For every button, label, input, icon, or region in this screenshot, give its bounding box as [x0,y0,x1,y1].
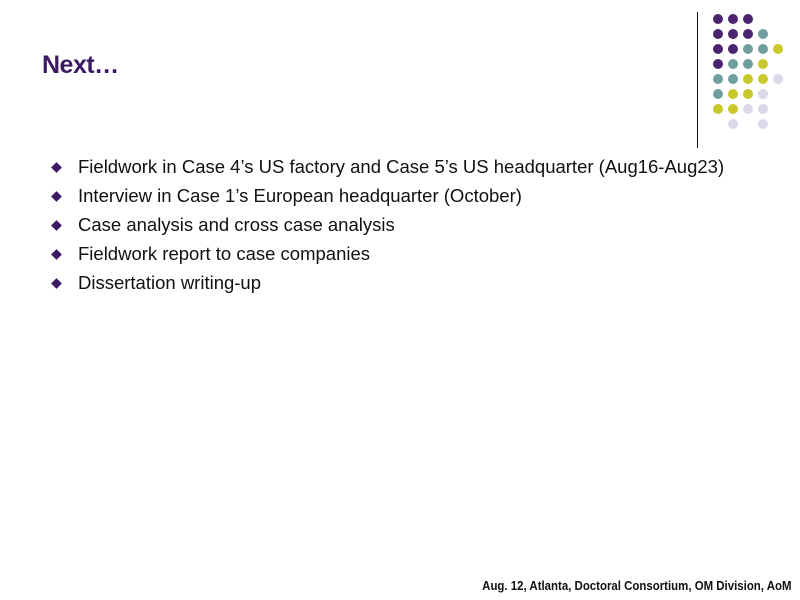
bullet-text: Dissertation writing-up [78,272,262,293]
slide-footer: Aug. 12, Atlanta, Doctoral Consortium, OM Division, AoM [482,578,792,593]
decorative-dot [758,74,768,84]
diamond-bullet-icon [51,191,62,202]
decorative-dot [713,89,723,99]
diamond-bullet-icon [51,220,62,231]
decorative-dot [773,74,783,84]
decorative-dot [758,104,768,114]
decorative-dot [728,74,738,84]
decorative-dot [743,104,753,114]
decorative-dot [743,29,753,39]
decorative-vertical-line [697,12,698,148]
decorative-dot [713,59,723,69]
decorative-dot [758,44,768,54]
decorative-dot [728,59,738,69]
diamond-bullet-icon [51,162,62,173]
decorative-dot [773,44,783,54]
decorative-dot [743,44,753,54]
decorative-dot [758,119,768,129]
decorative-dot [758,29,768,39]
slide-title: Next… [42,51,119,79]
decorative-dot [728,14,738,24]
decorative-dot [713,29,723,39]
bullet-item-fieldwork-us [50,155,730,179]
diamond-bullet-icon [51,249,62,260]
decorative-dot [728,104,738,114]
decorative-dot [758,89,768,99]
bullet-item-dissertation [50,271,730,295]
bullet-item-case-analysis [50,213,730,237]
decorative-dot [728,29,738,39]
decorative-dot [743,74,753,84]
decorative-dot [758,59,768,69]
bullet-item-interview-europe [50,184,730,208]
decorative-dot-grid [713,14,793,126]
decorative-dot [713,14,723,24]
bullet-item-fieldwork-report [50,242,730,266]
decorative-dot [743,14,753,24]
decorative-dot [713,74,723,84]
decorative-dot [728,44,738,54]
decorative-dot [743,89,753,99]
decorative-dot [743,59,753,69]
bullet-text: Fieldwork in Case 4’s US factory and Case 5’s US headquarter (Aug16-Aug23) [78,156,725,177]
diamond-bullet-icon [51,278,62,289]
decorative-dot [728,89,738,99]
bullet-text: Interview in Case 1’s European headquarter (October) [78,185,522,206]
bullet-text: Fieldwork report to case companies [78,243,371,264]
decorative-dot [713,104,723,114]
decorative-dot [713,44,723,54]
bullet-list [50,155,730,300]
bullet-text: Case analysis and cross case analysis [78,214,395,235]
decorative-dot [728,119,738,129]
